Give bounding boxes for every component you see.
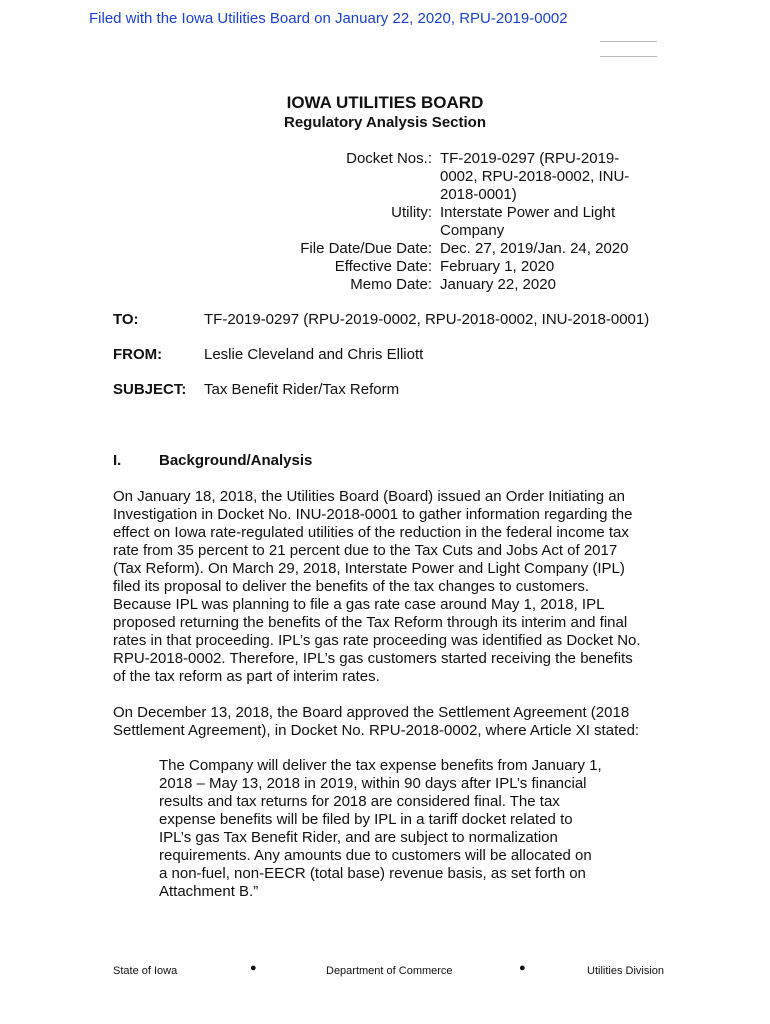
subject-label: SUBJECT: [113,381,187,398]
filing-stamp: Filed with the Iowa Utilities Board on January 22, 2020, RPU-2019-0002 [89,10,568,27]
to-label: TO: [113,311,139,328]
footer-department: Department of Commerce [326,965,453,977]
docket-label: Docket Nos.: [346,150,432,167]
from-value: Leslie Cleveland and Chris Elliott [204,346,424,363]
section-subtitle: Regulatory Analysis Section [283,114,486,131]
header-rule-top [600,41,657,42]
memo-date-label: Memo Date: [350,276,432,293]
to-value: TF-2019-0297 (RPU-2019-0002, RPU-2018-0002, INU-2018-0001) [204,311,650,328]
section-heading: Background/Analysis [159,452,313,469]
subject-value: Tax Benefit Rider/Tax Reform [204,381,400,398]
memo-date-value: January 22, 2020 [440,276,556,293]
article-xi-quote: The Company will deliver the tax expense benefits from January 1, 2018 – May 13, 2018 in 2019, within 90 days after IPL’s financial results and tax returns for 2018 are considered final. The tax expense benefits will be filed by IPL in a tariff docket related to IPL’s gas Tax Benefit Rider, and are subject to normalization requirements. Any amounts due to customers will be allocated on a non-fuel, non-EECR (total base) revenue basis, as set forth on Attachment B.” [159,757,602,900]
file-date-label: File Date/Due Date: [300,240,432,257]
docket-value: TF-2019-0297 (RPU-2019-0002, RPU-2018-0002, INU-2018-0001) [440,150,630,203]
file-date-value: Dec. 27, 2019/Jan. 24, 2020 [440,240,629,257]
effective-date-label: Effective Date: [334,258,432,275]
footer-bullet-right: ● [519,962,526,974]
utility-label: Utility: [391,204,432,221]
paragraph-settlement: On December 13, 2018, the Board approved the Settlement Agreement (2018 Settlement Agreement), in Docket No. RPU-2018-0002, where Article XI stated: [113,704,640,739]
utility-value: Interstate Power and Light Company [440,204,616,239]
footer-state: State of Iowa [113,965,178,977]
effective-date-value: February 1, 2020 [440,258,555,275]
footer-bullet-left: ● [250,962,257,974]
from-label: FROM: [113,346,163,363]
board-title: IOWA UTILITIES BOARD [286,93,484,112]
section-number: I. [113,452,122,469]
header-rule-bottom [600,56,657,57]
paragraph-background: On January 18, 2018, the Utilities Board (Board) issued an Order Initiating an Investigation in Docket No. INU-2018-0001 to gather information regarding the effect on Iowa rate-regulated utilities of the reduction in the federal income tax rate from 35 percent to 21 percent due to the Tax Cuts and Jobs Act of 2017 (Tax Reform). On March 29, 2018, Interstate Power and Light Company (IPL) filed its proposal to deliver the benefits of the tax changes to customers. Because IPL was planning to file a gas rate case around May 1, 2018, IPL proposed returning the benefits of the Tax Reform through its interim and final rates in that proceeding. IPL’s gas rate proceeding was identified as Docket No. RPU-2018-0002. Therefore, IPL’s gas customers started receiving the benefits of the tax reform as part of interim rates. [113,488,641,685]
footer-division: Utilities Division [587,965,665,977]
